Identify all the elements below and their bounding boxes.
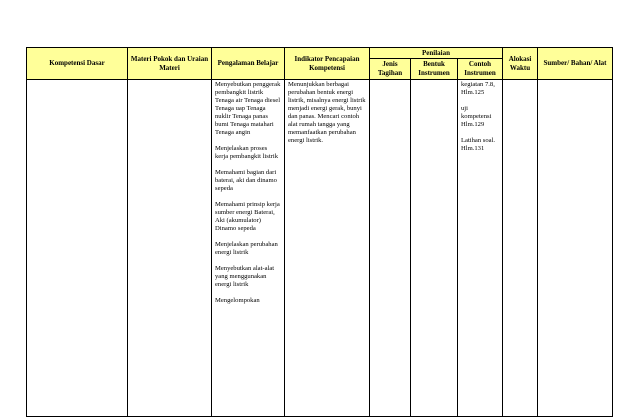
header-pengalaman-belajar: Pengalaman Belajar [212, 48, 285, 80]
header-indikator: Indikator Pencapaian Kompetensi [285, 48, 370, 80]
list-item: Menyebutkan penggerak pembangkit listrik Tenaga air Tenaga diesel Tenaga uap Tenaga nuklir Tenaga panas bumi Tenaga matahari Tenaga angin [215, 81, 281, 136]
list-item: Menjelaskan perubahan energi listrik [215, 241, 278, 256]
header-kompetensi-dasar: Kompetensi Dasar [27, 48, 128, 80]
syllabus-table [26, 47, 613, 417]
cell-sumber [538, 80, 613, 417]
cell-contoh-instrumen [458, 80, 503, 417]
cell-materi-pokok [128, 80, 212, 417]
list-item: Menunjukkan berbagai perubahan bentuk energi listrik, misalnya energi listrik menjadi energi gerak, bunyi dan panas. Mencari contoh alat rumah tangga yang memanfaatkan perubahan energi listrik. [288, 81, 366, 144]
cell-jenis-tagihan [370, 80, 411, 417]
cell-bentuk-instrumen [411, 80, 458, 417]
header-alokasi-waktu: Alokasi Waktu [503, 48, 538, 80]
list-item: Menjelaskan proses kerja pembangkit listrik [215, 145, 278, 160]
table-row [27, 80, 613, 417]
cell-indikator [285, 80, 370, 417]
list-item: kegiatan 7.8, Hlm.125 [461, 81, 495, 96]
list-item: uji kompetensi Hlm.129 [461, 105, 492, 128]
list-item: Menyebutkan alat-alat yang menggunakan energi listrik [215, 265, 275, 288]
header-materi-pokok: Materi Pokok dan Uraian Materi [128, 48, 212, 80]
cell-pengalaman-belajar [212, 80, 285, 417]
list-item: Latihan soal. Hlm.131 [461, 137, 496, 152]
list-item: Mengelompokan [215, 297, 260, 304]
cell-kompetensi-dasar [27, 80, 128, 417]
list-item: Memahami prinsip kerja sumber energi Baterai, Aki (akumulator) Dinamo sepeda [215, 201, 280, 232]
header-bentuk-instrumen: Bentuk Instrumen [411, 59, 458, 80]
list-item: Memahami bagian dari baterai, aki dan dinamo sepeda [215, 169, 277, 192]
header-jenis-tagihan: Jenis Tagihan [370, 59, 411, 80]
header-sumber: Sumber/ Bahan/ Alat [538, 48, 613, 80]
header-contoh-instrumen: Contoh Instrumen [458, 59, 503, 80]
cell-alokasi-waktu [503, 80, 538, 417]
header-penilaian: Penilaian [370, 48, 503, 59]
